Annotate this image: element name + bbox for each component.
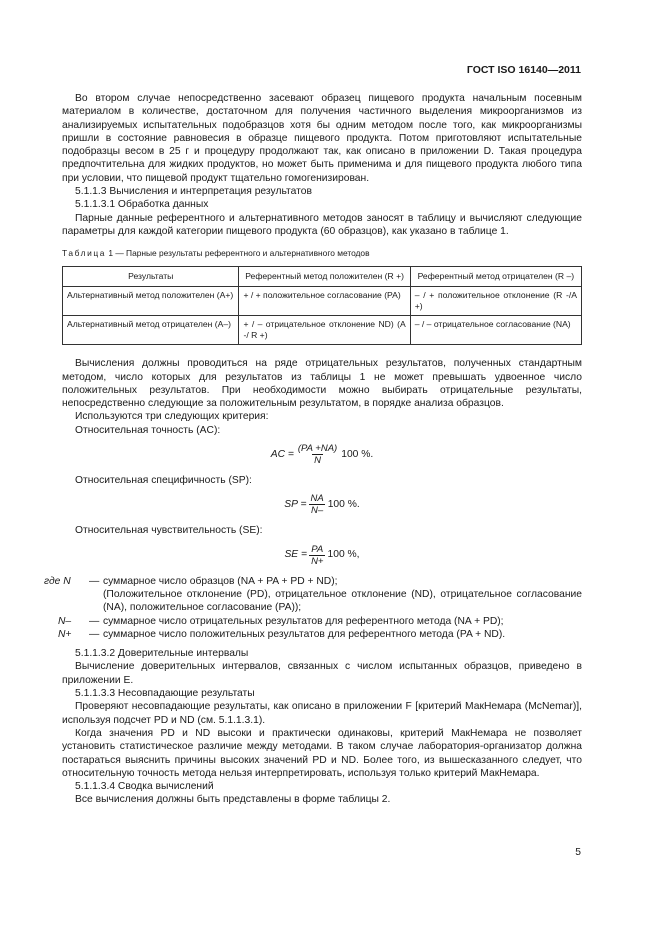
formula-denominator: N+ — [311, 555, 324, 567]
table1-cell: + / – отрицательное отклонение ND) (A -/ R +) — [239, 316, 410, 345]
formula-tail: 100 %. — [341, 448, 374, 460]
formula-ac — [62, 443, 582, 466]
where-n — [44, 575, 582, 588]
formula-numerator: PA — [311, 543, 324, 555]
table1-cell: Альтернативный метод положителен (A+) — [63, 287, 239, 316]
table1-caption-word: Таблица — [62, 248, 107, 259]
table1-header-cell: Референтный метод положителен (R +) — [239, 267, 410, 287]
intro-paragraph: Во втором случае непосредственно засевают образец пищевого продукта начальным посевным материалом в количестве, достаточном для получения частичного выделения микроорганизмов из анализируемых испытательных подобразцов хотя бы одним методом после того, как микроорганизмы пришли в состояние равновесия в образце пищевого продукта. Потом приготовляют испытательные подобразцы весом в 25 г и процедуру продолжают так, как описано в приложении D. Такая процедура предпочтительна для жидких продуктов, но может быть применима и для пищевого продукта любого типа при условии, что пищевой продукт тщательно гомогенизирован. — [62, 93, 582, 184]
formula-denominator: N — [314, 455, 321, 467]
table1-header-cell: Результаты — [63, 267, 239, 287]
table-row — [63, 316, 582, 345]
formula-fraction — [309, 544, 325, 567]
where-nminus-sym: N– — [58, 615, 72, 627]
where-nminus — [44, 615, 582, 628]
criterion-label-sp: Относительная специфичность (SP): — [75, 475, 252, 487]
table1-cell: – / + положительное отклонение (R -/A +) — [410, 287, 581, 316]
section-heading-5-1-1-3: 5.1.1.3 Вычисления и интерпретация результатов — [75, 186, 312, 198]
tail-sections — [62, 647, 582, 807]
where-dash: — — [89, 615, 100, 627]
where-nminus-def: суммарное число отрицательных результатов для референтного метода (NA + PD); — [103, 615, 504, 627]
formula-tail: 100 %. — [327, 499, 360, 511]
criteria-intro: Используются три следующих критерия: — [75, 411, 269, 423]
where-block — [44, 575, 582, 641]
section-heading-5-1-1-3-3: 5.1.1.3.3 Несовпадающие результаты — [75, 688, 255, 700]
doc-code-header: ГОСТ ISO 16140—2011 — [466, 64, 581, 76]
where-nplus — [44, 628, 582, 641]
formula-numerator: (PA +NA) — [297, 443, 338, 455]
formula-se — [62, 544, 582, 567]
criterion-label-se: Относительная чувствительность (SE): — [75, 525, 263, 537]
section-heading-5-1-1-3-1: 5.1.1.3.1 Обработка данных — [75, 199, 209, 211]
where-n-def: суммарное число образцов (NA + PA + PD + ND); — [103, 575, 338, 587]
confidence-paragraph: Вычисление доверительных интервалов, связанных с числом испытанных образцов, приведено в приложении E. — [62, 661, 582, 686]
data-processing-paragraph: Парные данные референтного и альтернативного методов заносят в таблицу и вычисляют следующие параметры для каждой категории пищевого продукта (60 образцов), как указано в таблице 1. — [62, 212, 582, 237]
section-heading-5-1-1-3-4: 5.1.1.3.4 Сводка вычислений — [75, 781, 214, 793]
summary-paragraph: Все вычисления должны быть представлены в форме таблицы 2. — [75, 794, 391, 806]
criterion-label-ac: Относительная точность (AC): — [75, 424, 221, 436]
page-number: 5 — [575, 847, 581, 858]
formula-lhs: SE = — [284, 549, 308, 561]
table1-caption — [62, 248, 582, 259]
table1-header-row — [63, 267, 582, 287]
discordant-paragraph: Проверяют несовпадающие результаты, как описано в приложении F [критерий МакНемара (McNemar)], используя подсчет PD и ND (см. 5.1.1.3.1). — [62, 701, 582, 726]
table1-cell: + / + положительное согласование (PA) — [239, 287, 410, 316]
document-body — [44, 92, 582, 807]
table1-cell: Альтернативный метод отрицателен (A–) — [63, 316, 239, 345]
where-n-cont: (Положительное отклонение (PD), отрицательное отклонение (ND), отрицательное согласование (NA), положительное согласование (PA)); — [103, 588, 582, 614]
table-row — [63, 287, 582, 316]
calc-paragraph: Вычисления должны проводиться на ряде отрицательных результатов, полученных стандартным методом, число которых для результатов из таблицы 1 не может превышать удвоенное число положительных результатов. При необходимости можно выбирать отрицательные результаты, непосредственно следующие за положительным результатом, в порядке анализа образцов. — [62, 358, 582, 410]
table1 — [62, 266, 582, 345]
where-nplus-sym: N+ — [58, 628, 72, 640]
formula-fraction — [308, 493, 325, 516]
table1-header-cell: Референтный метод отрицателен (R –) — [410, 267, 581, 287]
formula-lhs: AC = — [270, 448, 294, 460]
formula-denominator: N– — [311, 505, 324, 517]
formula-numerator: NA — [310, 493, 324, 505]
formula-lhs: SP = — [284, 499, 307, 511]
table1-caption-text: 1 — Парные результаты референтного и альтернативного методов — [106, 248, 370, 259]
formula-tail: 100 %, — [327, 549, 360, 561]
table1-cell: – / – отрицательное согласование (NA) — [410, 316, 581, 345]
where-nplus-def: суммарное число положительных результатов для референтного метода (PA + ND). — [103, 628, 506, 640]
where-lead: где N — [44, 575, 71, 587]
where-dash: — — [89, 628, 100, 640]
section-heading-5-1-1-3-2: 5.1.1.3.2 Доверительные интервалы — [75, 648, 249, 660]
where-dash: — — [89, 575, 100, 587]
mcnemar-paragraph: Когда значения PD и ND высоки и практически одинаковы, критерий МакНемара не позволяет установить статистическое различие между методами. В таком случае лаборатория-организатор должна постараться выяснить причины высоких значений PD и ND. Более того, из вышесказанного следует, что относительную точность метода нельзя интерпретировать, используя только критерий МакНемара. — [62, 727, 582, 779]
formula-sp — [62, 493, 582, 516]
formula-fraction — [296, 443, 339, 466]
